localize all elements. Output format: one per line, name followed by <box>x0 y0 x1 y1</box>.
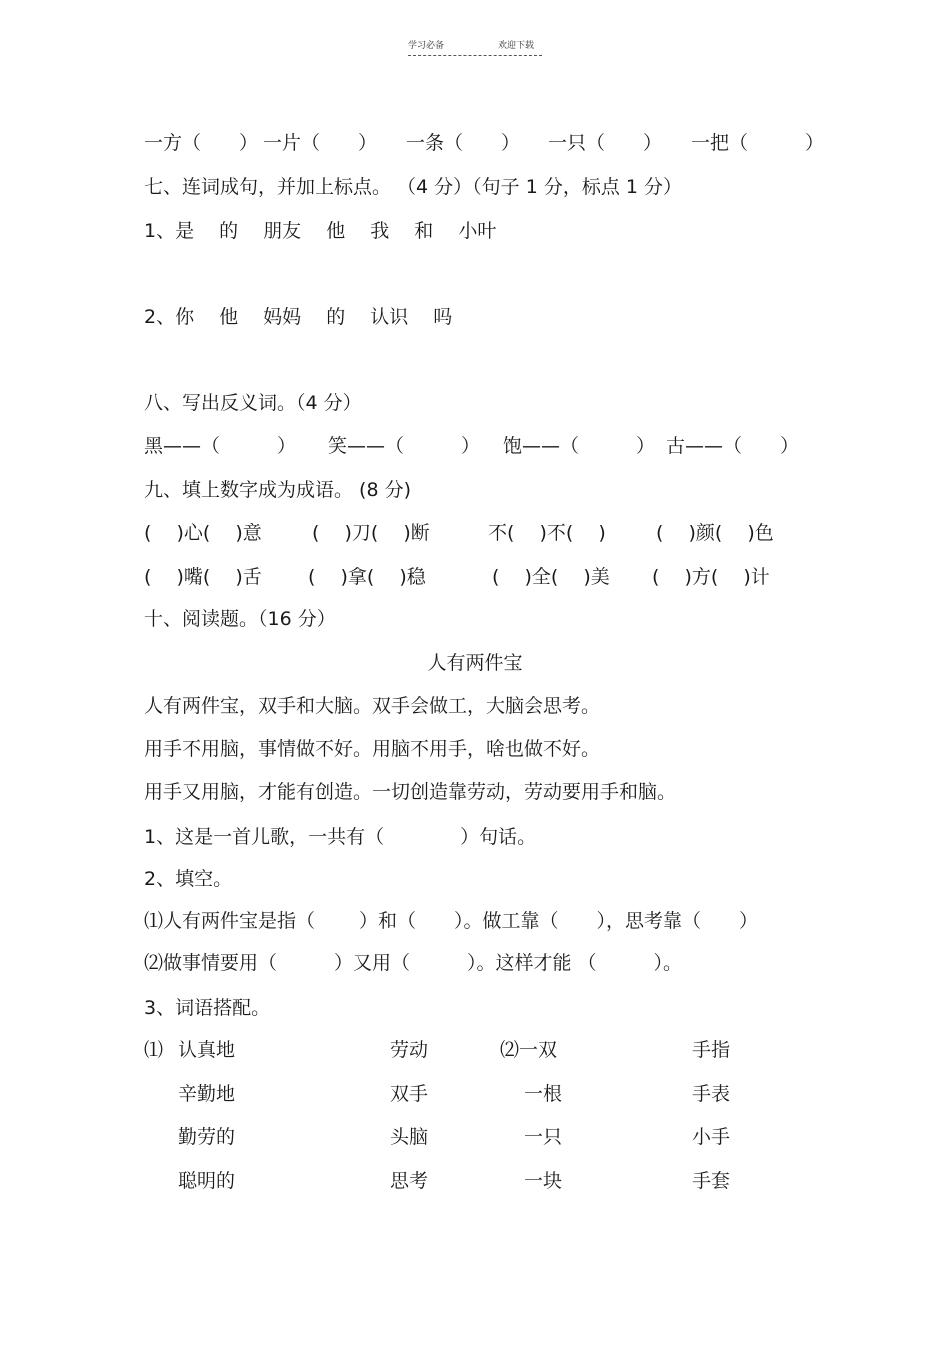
section-title-q9: 九、填上数字成为成语。 (8 分) <box>144 479 411 501</box>
match-word: 思考 <box>390 1170 429 1192</box>
idiom-item: ( )颜( )色 <box>656 522 774 544</box>
poem-line: 人有两件宝，双手和大脑。双手会做工，大脑会思考。 <box>144 695 601 717</box>
match-word: 劳动 <box>390 1039 429 1061</box>
match-word: 勤劳的 <box>178 1126 236 1148</box>
section-title-q8: 八、写出反义词。（4 分） <box>144 392 362 414</box>
measure-item: 一把（ ） <box>691 132 825 154</box>
match-word: 聪明的 <box>178 1170 236 1192</box>
measure-item: 一条（ ） <box>406 132 521 154</box>
sentence-words-1: 1、是 的 朋友 他 我 和 小叶 <box>144 220 497 242</box>
match-word: 手指 <box>692 1039 731 1061</box>
match-word: 小手 <box>692 1126 731 1148</box>
idiom-item: ( )方( )计 <box>652 566 770 588</box>
section-title-q10: 十、阅读题。（16 分） <box>144 608 336 630</box>
match-word: 头脑 <box>390 1126 429 1148</box>
poem-line: 用手又用脑，才能有创造。一切创造靠劳动，劳动要用手和脑。 <box>144 781 677 803</box>
idiom-item: ( )全( )美 <box>492 566 610 588</box>
antonym-item: 黑——（ ） <box>144 435 297 457</box>
question-2-part-2: ⑵做事情要用（ ）又用（ ）。这样才能 （ ）。 <box>144 952 683 974</box>
match-word: 一块 <box>524 1170 563 1192</box>
question-2: 2、填空。 <box>144 868 233 890</box>
match-word: 双手 <box>390 1083 429 1105</box>
idiom-item: ( )刀( )断 <box>312 522 430 544</box>
idiom-item: 不( )不( ) <box>488 522 606 544</box>
match-word: 辛勤地 <box>178 1083 236 1105</box>
idiom-item: ( )嘴( )舌 <box>144 566 262 588</box>
poem-title: 人有两件宝 <box>427 652 523 674</box>
measure-word-line <box>144 131 825 275</box>
header-left-text: 学习必备 <box>408 41 445 51</box>
match-word: 手表 <box>692 1083 731 1105</box>
match-word: ⑵一双 <box>500 1039 558 1061</box>
match-word: 认真地 <box>178 1039 236 1061</box>
idiom-item: ( )拿( )稳 <box>308 566 426 588</box>
header-right-text: 欢迎下载 <box>498 41 535 51</box>
measure-item: 一片（ ） <box>263 132 378 154</box>
poem-line: 用手不用脑，事情做不好。用脑不用手，啥也做不好。 <box>144 738 601 760</box>
match-word: 一只 <box>524 1126 563 1148</box>
measure-item: 一方（ ） <box>144 132 259 154</box>
section-title-q7: 七、连词成句，并加上标点。 （4 分）（句子 1 分，标点 1 分） <box>144 176 683 198</box>
page-header <box>408 38 542 56</box>
match-word: 一根 <box>524 1083 563 1105</box>
match-word: 手套 <box>692 1170 731 1192</box>
question-2-part-1: ⑴人有两件宝是指（ ）和（ ）。做工靠（ ），思考靠（ ） <box>144 910 759 932</box>
measure-item: 一只（ ） <box>548 132 663 154</box>
question-1: 1、这是一首儿歌，一共有（ ）句话。 <box>144 826 537 848</box>
question-3: 3、词语搭配。 <box>144 997 271 1019</box>
antonym-item: 古——（ ） <box>666 435 800 457</box>
idiom-item: ( )心( )意 <box>144 522 262 544</box>
antonym-item: 笑——（ ） <box>328 435 481 457</box>
antonym-item: 饱——（ ） <box>503 435 656 457</box>
match-label: ⑴ <box>144 1039 164 1061</box>
sentence-words-2: 2、你 他 妈妈 的 认识 吗 <box>144 306 453 328</box>
